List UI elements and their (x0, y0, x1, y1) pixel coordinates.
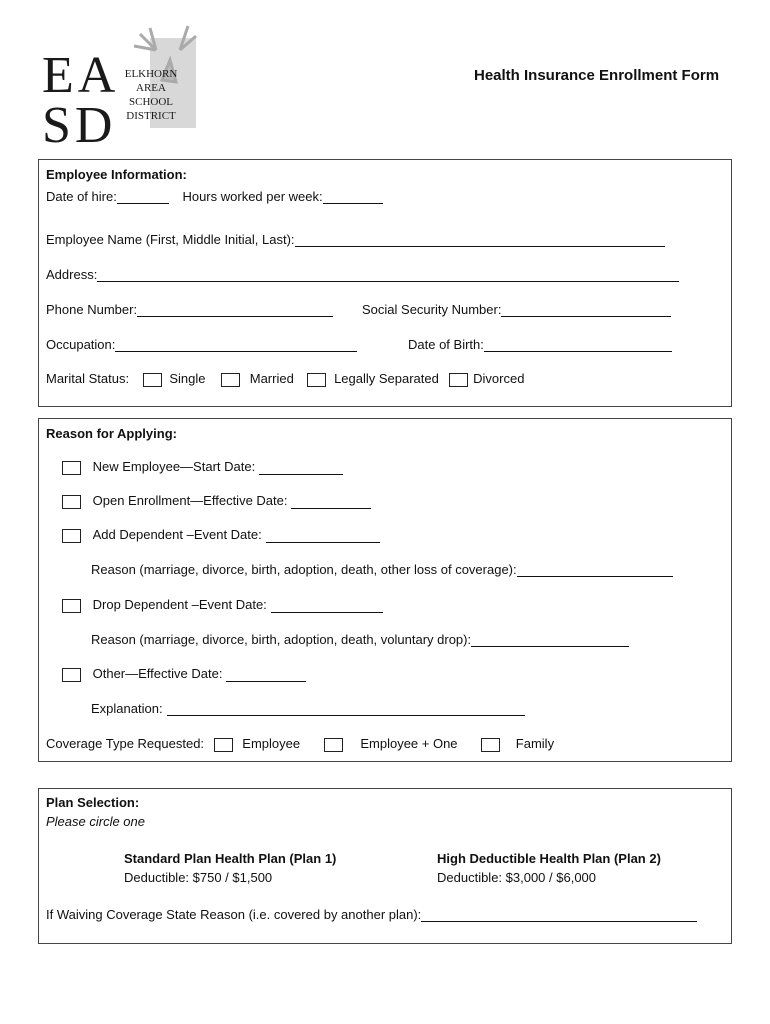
name-field[interactable] (295, 232, 665, 247)
phone-field[interactable] (137, 302, 333, 317)
ssn-field[interactable] (501, 302, 671, 317)
add-dependent-row (62, 527, 380, 543)
single-label: Single (169, 371, 206, 386)
dob-row (408, 337, 672, 352)
drop-reason-label: Reason (marriage, divorce, birth, adoption, death, voluntary drop): (91, 632, 472, 647)
plan-heading: Plan Selection: (46, 795, 140, 810)
married-checkbox[interactable] (221, 373, 240, 387)
drop-dependent-checkbox[interactable] (62, 599, 81, 613)
new-employee-checkbox[interactable] (62, 461, 81, 475)
drop-dependent-label: Drop Dependent –Event Date: (92, 597, 267, 612)
phone-row (46, 302, 333, 317)
logo-line: SCHOOL (128, 96, 173, 108)
add-reason-field[interactable] (517, 562, 673, 577)
marital-status-row (46, 371, 524, 387)
drop-reason-row (91, 632, 629, 647)
hours-label: Hours worked per week: (182, 189, 323, 204)
form-title: Health Insurance Enrollment Form (474, 67, 720, 84)
employee-heading: Employee Information: (46, 167, 187, 182)
open-enrollment-checkbox[interactable] (62, 495, 81, 509)
open-enrollment-label: Open Enrollment—Effective Date: (92, 493, 288, 508)
plan-instruction: Please circle one (46, 814, 145, 829)
ssn-label: Social Security Number: (362, 302, 502, 317)
add-reason-row (91, 562, 673, 577)
waive-label: If Waiving Coverage State Reason (i.e. covered by another plan): (46, 907, 422, 922)
other-label: Other—Effective Date: (92, 666, 223, 681)
occupation-label: Occupation: (46, 337, 116, 352)
new-employee-label: New Employee—Start Date: (92, 459, 256, 474)
open-enrollment-row (62, 493, 371, 509)
coverage-label: Coverage Type Requested: (46, 736, 205, 751)
legally-separated-label: Legally Separated (334, 371, 439, 386)
marital-label: Marital Status: (46, 371, 130, 386)
logo-line: DISTRICT (126, 110, 176, 122)
add-dependent-checkbox[interactable] (62, 529, 81, 543)
explanation-field[interactable] (167, 701, 525, 716)
plan2-name[interactable]: High Deductible Health Plan (Plan 2) (437, 851, 661, 866)
new-employee-row (62, 459, 343, 475)
address-field[interactable] (97, 267, 679, 282)
employee-coverage-checkbox[interactable] (214, 738, 233, 752)
other-row (62, 666, 306, 682)
add-dependent-label: Add Dependent –Event Date: (92, 527, 262, 542)
address-row (46, 267, 679, 282)
explanation-label: Explanation: (91, 701, 163, 716)
start-date-field[interactable] (259, 460, 343, 475)
logo-district-name (120, 67, 182, 123)
divorced-checkbox[interactable] (449, 373, 468, 387)
phone-label: Phone Number: (46, 302, 138, 317)
name-row (46, 232, 665, 247)
logo-letters-bottom: SD (42, 97, 117, 154)
add-reason-label: Reason (marriage, divorce, birth, adoption, death, other loss of coverage): (91, 562, 517, 577)
plan-selection-section (38, 788, 732, 944)
district-logo (40, 20, 200, 154)
ssn-row (362, 302, 671, 317)
legally-separated-checkbox[interactable] (307, 373, 326, 387)
plan1-name[interactable]: Standard Plan Health Plan (Plan 1) (124, 851, 337, 866)
occupation-row (46, 337, 357, 352)
date-of-hire-label: Date of hire: (46, 189, 117, 204)
coverage-type-row (46, 736, 554, 752)
employee-coverage-label: Employee (242, 736, 301, 751)
explanation-row (91, 701, 525, 716)
divorced-label: Divorced (473, 371, 525, 386)
plan1-deductible: Deductible: $750 / $1,500 (124, 870, 273, 885)
employee-plus-one-label: Employee + One (360, 736, 458, 751)
waive-reason-field[interactable] (421, 907, 697, 922)
drop-dependent-row (62, 597, 383, 613)
employee-plus-one-checkbox[interactable] (324, 738, 343, 752)
dob-label: Date of Birth: (408, 337, 484, 352)
dob-field[interactable] (484, 337, 672, 352)
logo-line: ELKHORN (124, 68, 178, 80)
single-checkbox[interactable] (143, 373, 162, 387)
employee-information-section (38, 159, 732, 407)
drop-reason-field[interactable] (471, 632, 629, 647)
add-event-date-field[interactable] (266, 528, 380, 543)
reason-for-applying-section (38, 418, 732, 762)
other-effective-date-field[interactable] (226, 667, 306, 682)
other-checkbox[interactable] (62, 668, 81, 682)
logo-letters-top: EA (42, 47, 120, 104)
name-label: Employee Name (First, Middle Initial, Last): (46, 232, 295, 247)
family-coverage-label: Family (515, 736, 555, 751)
effective-date-field[interactable] (291, 494, 371, 509)
address-label: Address: (46, 267, 98, 282)
date-of-hire-field[interactable] (117, 189, 169, 204)
drop-event-date-field[interactable] (271, 598, 383, 613)
reason-heading: Reason for Applying: (46, 426, 177, 441)
waive-row (46, 907, 697, 922)
occupation-field[interactable] (115, 337, 357, 352)
married-label: Married (249, 371, 294, 386)
logo-line: AREA (136, 82, 166, 94)
family-coverage-checkbox[interactable] (481, 738, 500, 752)
plan2-deductible: Deductible: $3,000 / $6,000 (437, 870, 597, 885)
hire-hours-row (46, 189, 383, 204)
hours-field[interactable] (323, 189, 383, 204)
